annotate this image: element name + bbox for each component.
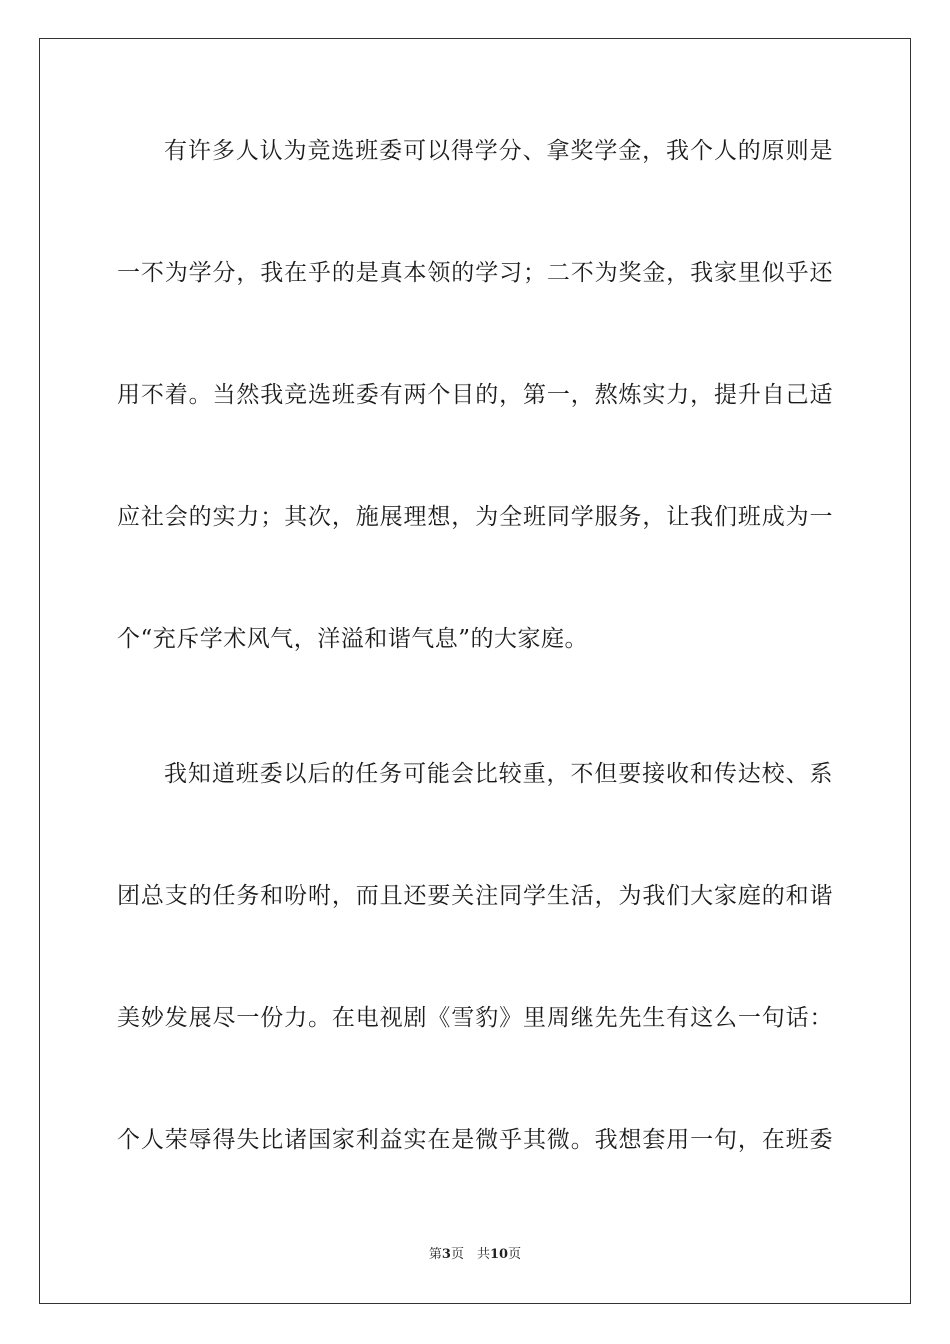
paragraph-line: 个“充斥学术风气，洋溢和谐气息”的大家庭。 [117,626,589,652]
paragraph-line: 我知道班委以后的任务可能会比较重，不但要接收和传达校、系 [164,761,833,787]
page-footer [0,1246,950,1264]
paragraph-line: 个人荣辱得失比诸国家利益实在是微乎其微。我想套用一句，在班委 [117,1127,833,1153]
total-page-count: 10 [489,1247,509,1262]
page-suffix: 页 [508,1247,522,1262]
paragraph-line: 应社会的实力；其次，施展理想，为全班同学服务，让我们班成为一 [117,504,833,530]
paragraph-line: 用不着。当然我竞选班委有两个目的，第一，熬炼实力，提升自己适 [117,382,833,408]
paragraph-line: 团总支的任务和吩咐，而且还要关注同学生活，为我们大家庭的和谐 [117,883,833,909]
page-border [39,38,911,1304]
paragraph-line: 一不为学分，我在乎的是真本领的学习；二不为奖金，我家里似乎还 [117,260,833,286]
page-prefix: 第 [428,1247,442,1262]
page-separator: 页 共 [450,1247,490,1262]
paragraph-line: 有许多人认为竞选班委可以得学分、拿奖学金，我个人的原则是 [164,138,833,164]
current-page-number: 3 [441,1247,451,1262]
paragraph-line: 美妙发展尽一份力。在电视剧《雪豹》里周继先先生有这么一句话： [117,1005,833,1031]
